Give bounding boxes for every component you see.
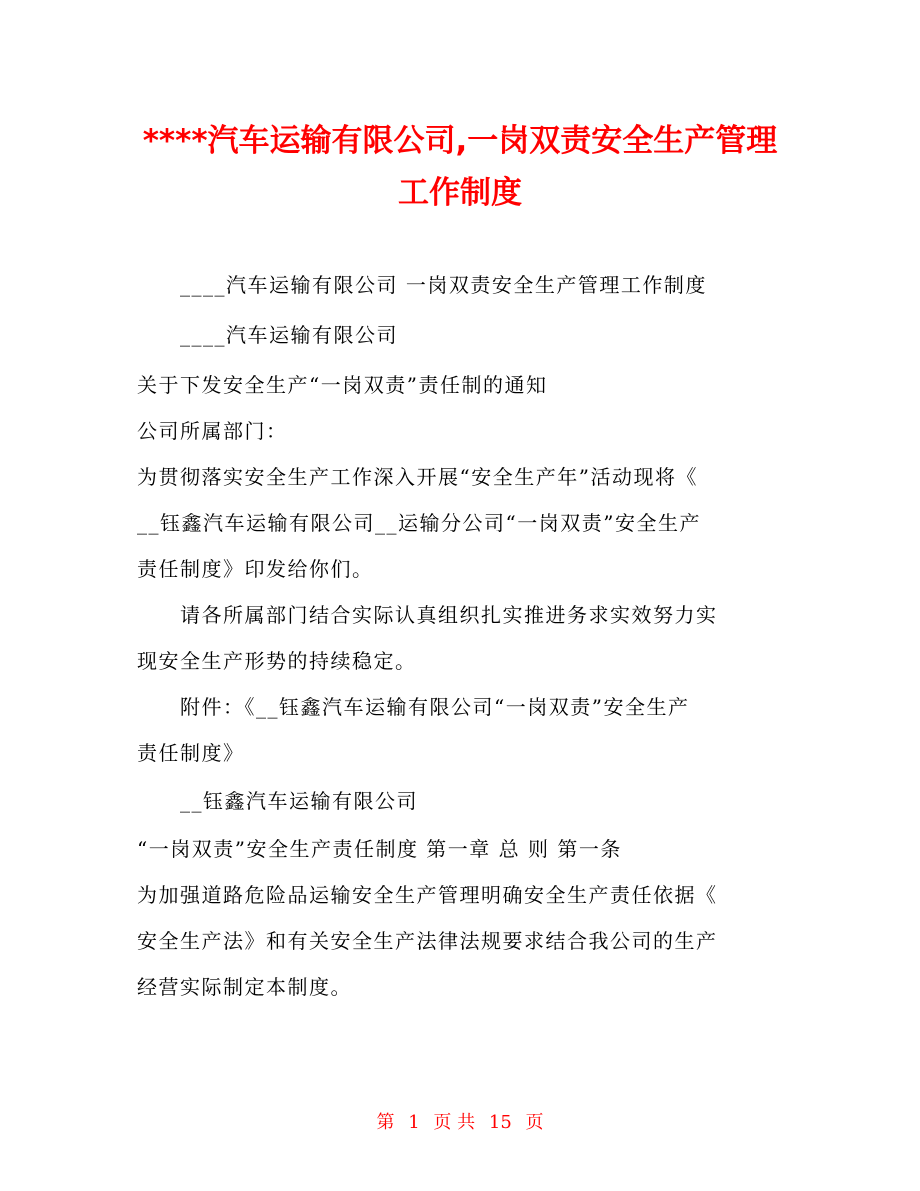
body-line: 公司所属部门： xyxy=(137,419,288,443)
body-line: 安全生产法》和有关安全生产法律法规要求结合我公司的生产 xyxy=(137,929,718,953)
body-line: 责任制度》印发给你们。 xyxy=(137,557,374,581)
body-line: 附件：《__钰鑫汽车运输有限公司“一岗双责”安全生产 xyxy=(180,695,690,719)
document-title-line-1: ****汽车运输有限公司,一岗双责安全生产管理 xyxy=(142,123,778,159)
body-line: ____汽车运输有限公司 xyxy=(180,323,398,347)
body-line: ____汽车运输有限公司 一岗双责安全生产管理工作制度 xyxy=(180,273,707,297)
body-line: “一岗双责”安全生产责任制度 第一章 总 则 第一条 xyxy=(137,837,622,861)
page-footer xyxy=(0,1110,920,1136)
body-line: 关于下发安全生产“一岗双责”责任制的通知 xyxy=(137,373,548,397)
body-line: 为加强道路危险品运输安全生产管理明确安全生产责任依据《 xyxy=(137,883,718,907)
footer-middle: 页 共 xyxy=(433,1112,476,1133)
footer-page-number: 1 xyxy=(408,1112,420,1133)
body-line: 责任制度》 xyxy=(137,741,245,765)
document-title-line-2: 工作制度 xyxy=(398,175,522,211)
footer-suffix: 页 xyxy=(525,1112,544,1133)
footer-total-pages: 15 xyxy=(488,1112,512,1133)
body-line: __钰鑫汽车运输有限公司__运输分公司“一岗双责”安全生产 xyxy=(137,511,701,535)
body-line: 经营实际制定本制度。 xyxy=(137,975,352,999)
body-line: 为贯彻落实安全生产工作深入开展“安全生产年”活动现将《 xyxy=(137,465,698,489)
footer-prefix: 第 xyxy=(376,1112,395,1133)
body-line: 请各所属部门结合实际认真组织扎实推进务求实效努力实 xyxy=(180,603,718,627)
body-line: __钰鑫汽车运输有限公司 xyxy=(180,789,418,813)
body-line: 现安全生产形势的持续稳定。 xyxy=(137,649,417,673)
